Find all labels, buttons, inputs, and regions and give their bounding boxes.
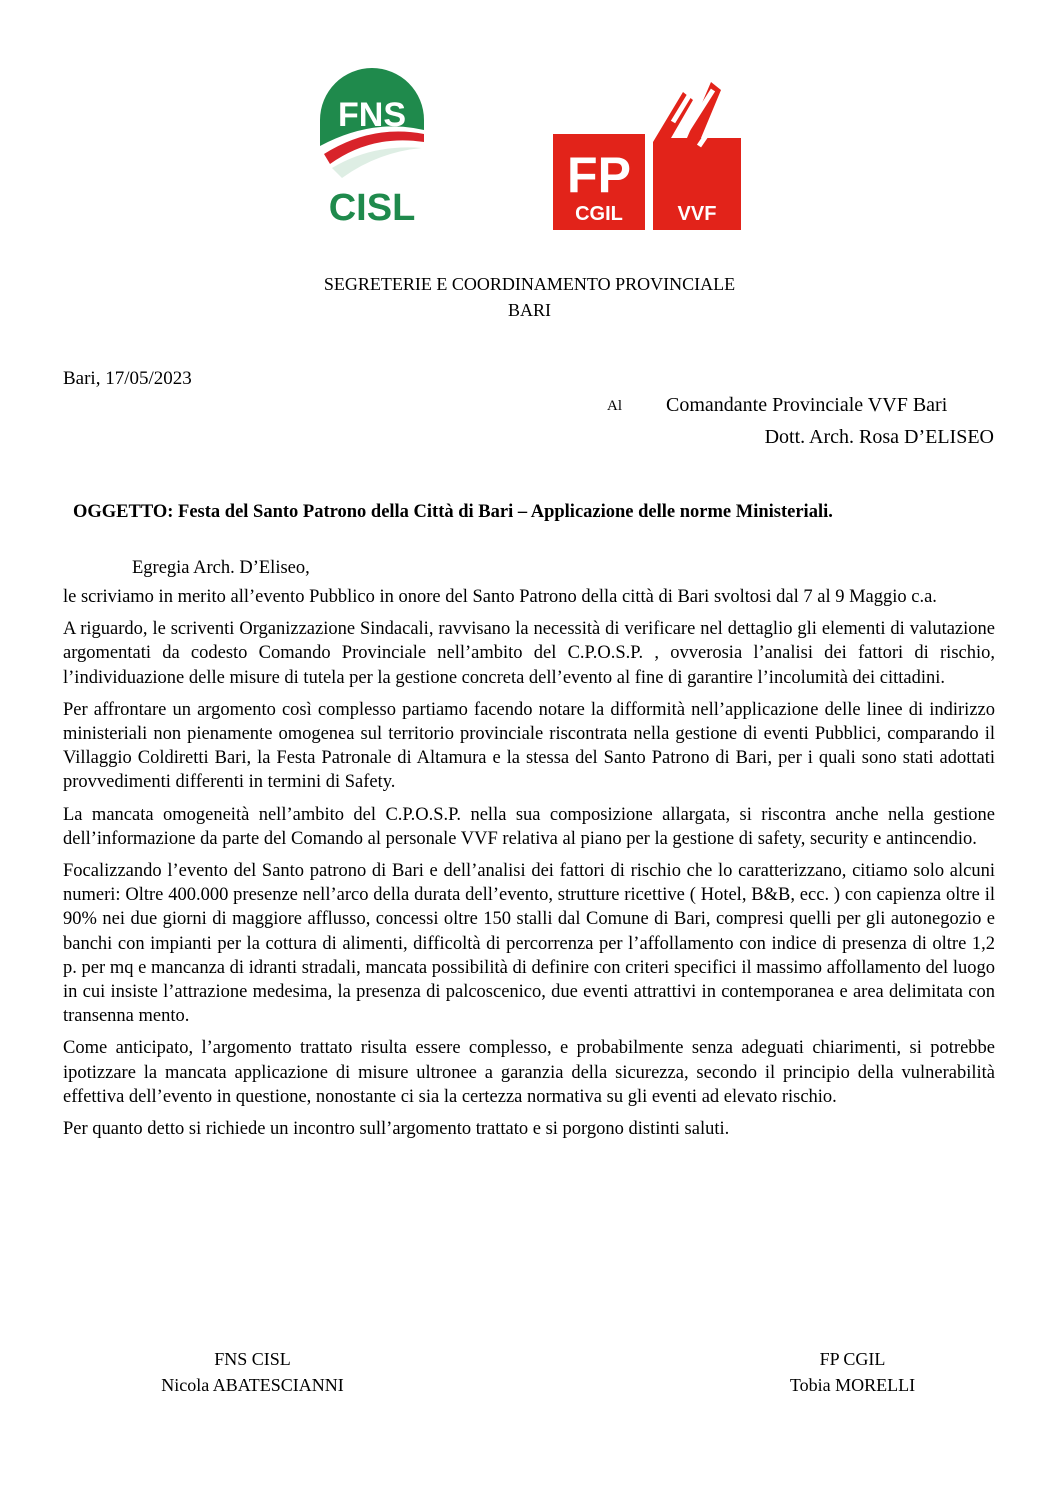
letter-date: Bari, 17/05/2023 (63, 368, 192, 389)
letter-subject: OGGETTO: Festa del Santo Patrono della Città di Bari – Applicazione delle norme Ministeriali. (73, 502, 833, 522)
header-line-1: SEGRETERIE E COORDINAMENTO PROVINCIALE (323, 274, 736, 294)
signature-right (770, 1346, 935, 1398)
letter-body (63, 585, 995, 1149)
body-paragraph: Come anticipato, l’argomento trattato risulta essere complesso, e probabilmente senza adeguati chiarimenti, si potrebbe ipotizzare la mancata applicazione di misure ultronee a garanzia della sicurezza, secondo il principio della vulnerabilità effettiva dell’evento in questione, nonostante ci sia la certezza normativa su gli eventi ad elevato rischio. (63, 1038, 995, 1107)
signature-name: Tobia MORELLI (789, 1375, 916, 1395)
body-paragraph: A riguardo, le scriventi Organizzazione Sindacali, ravvisano la necessità di verificare nel dettaglio gli elementi di valutazione argomentati da codesto Comando Provinciale nell’ambito del C.P.O.S.P. , ovverosia l’analisi dei fattori di rischio, l’individuazione delle misure di tutela per la gestione concreta dell’evento al fine di garantire l’incolumità dei cittadini. (63, 619, 995, 688)
recipient-line-2: Dott. Arch. Rosa D’ELISEO (764, 426, 994, 448)
recipient-line-1: Comandante Provinciale VVF Bari (666, 394, 948, 416)
svg-text:CISL: CISL (328, 187, 416, 226)
body-paragraph: Focalizzando l’evento del Santo patrono di Bari e dell’analisi dei fattori di rischio che lo caratterizzano, citiamo solo alcuni numeri: Oltre 400.000 presenze nell’arco della durata dell’evento, strutture ricettive ( Hotel, B&B, ecc. ) con capienza oltre il 90% nei due giorni di maggiore afflusso, concessi oltre 150 stalli dal Comune di Bari, compresi quelli per gli autonegozio e banchi con impianti per la cottura di alimenti, difficoltà di percorrenza per l’affollamento con indice di presenza di oltre 1,2 p. per mq e mancanza di idranti stradali, mancata possibilità di definire con criteri specifici il massimo affollamento del luogo in cui insiste l’attrazione medesima, la presenza di palcoscenico, due eventi attrattivi in contemporanea e area delimitata con transenna mento. (63, 861, 995, 1027)
recipient-label: Al (607, 398, 622, 414)
svg-text:VVF: VVF (677, 203, 717, 225)
body-paragraph: Per affrontare un argomento così complesso partiamo facendo notare la difformità nell’applicazione delle linee di indirizzo ministeriali non pienamente omogenea sul territorio provinciale riscontrata nella gestione di eventi Pubblici, comparando il Villaggio Coldiretti Bari, la Festa Patronale di Altamura e la stessa del Santo Patrono di Bari, per i quali sono stati adottati provvedimenti differenti in termini di Safety. (63, 699, 995, 793)
fp-cgil-vvf-logo (553, 82, 743, 230)
signature-org: FP CGIL (819, 1349, 886, 1369)
svg-text:FNS: FNS (338, 96, 406, 134)
body-paragraph: le scriviamo in merito all’evento Pubblico in onore del Santo Patrono della città di Bari svoltosi dal 7 al 9 Maggio c.a. (63, 587, 937, 607)
body-paragraph: La mancata omogeneità nell’ambito del C.P.O.S.P. nella sua composizione allargata, si riscontra anche nella gestione dell’informazione da parte del Comando al personale VVF relativa al piano per la gestione di safety, security e antincendio. (63, 804, 995, 849)
signature-left (140, 1346, 365, 1398)
svg-text:CGIL: CGIL (575, 203, 623, 225)
letter-greeting: Egregia Arch. D’Eliseo, (132, 558, 310, 578)
fns-cisl-logo (318, 68, 426, 226)
header-line-2: BARI (507, 300, 551, 320)
signature-name: Nicola ABATESCIANNI (161, 1375, 344, 1395)
signature-org: FNS CISL (214, 1349, 291, 1369)
svg-text:FP: FP (567, 147, 631, 203)
body-paragraph: Per quanto detto si richiede un incontro sull’argomento trattato e si porgono distinti saluti. (63, 1119, 730, 1140)
